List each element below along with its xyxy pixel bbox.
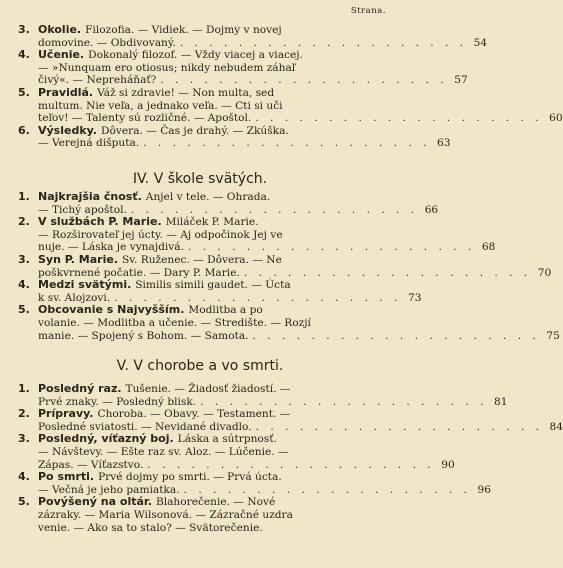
entry-title: V službách P. Marie. <box>38 215 162 229</box>
toc-entry <box>18 278 422 304</box>
toc-line <box>18 509 386 522</box>
toc-line <box>18 49 386 62</box>
toc-line <box>18 304 386 317</box>
page-number: 60 <box>549 112 563 125</box>
dot-leader: . . . . . . . . . . . . . . . . . . . . <box>183 483 471 496</box>
entry-title: Výsledky. <box>38 123 97 137</box>
entry-text: — »Nunquam ero otiosus; nikdy nebudem záhaľ <box>38 61 296 74</box>
toc-line <box>18 446 386 459</box>
entry-number: 3. <box>18 432 30 446</box>
entry-title: Syn P. Marie. <box>38 252 119 266</box>
toc-entry <box>18 252 552 279</box>
entry-title: Prípravy. <box>38 407 94 421</box>
entry-number: 1. <box>18 190 30 203</box>
entry-text: Blahorečenie. — Nové <box>155 496 276 509</box>
toc-entry <box>18 382 508 408</box>
toc-line <box>18 317 386 330</box>
dot-leader: . . . . . . . . . . . . . . . . . . . . <box>255 420 543 433</box>
page-number: 75 <box>546 329 560 342</box>
toc-line <box>18 254 386 267</box>
entry-title: Medzi svätými. <box>38 278 132 292</box>
entry-title: Najkrajšia čnosť. <box>38 190 142 203</box>
toc-entry <box>18 407 563 433</box>
toc-line <box>18 471 386 484</box>
entry-text: Sv. Ruženec. — Dôvera. — Ne <box>122 253 282 266</box>
entry-text: Dôvera. — Čas je drahý. — Zkúška. <box>101 124 289 137</box>
toc-line <box>18 100 386 113</box>
toc-line <box>18 433 386 446</box>
section-heading-iv: IV. V škole svätých. <box>132 171 268 187</box>
entry-text: Posledné sviatosti. — Nevidané divadlo. <box>38 420 252 433</box>
toc-line <box>18 137 451 150</box>
entry-text: manie. — Spojený s Bohom. — Samota. <box>38 329 249 342</box>
entry-text: Similis simili gaudet. — Úcta <box>135 279 291 292</box>
dot-leader: . . . . . . . . . . . . . . . . . . . . <box>243 266 532 279</box>
toc-line <box>18 229 386 242</box>
toc-entry <box>18 190 439 216</box>
entry-number: 4. <box>18 470 30 484</box>
page-number: 57 <box>454 74 468 87</box>
entry-number: 2. <box>18 407 30 421</box>
toc-entry <box>18 215 496 254</box>
toc-entry <box>18 23 488 49</box>
entry-text: venie. — Ako sa to stalo? — Svätorečenie. <box>38 521 263 534</box>
entry-title: Učenie. <box>38 48 85 62</box>
dot-leader: . . . . . . . . . . . . . . . . . . . . <box>187 241 476 254</box>
page-number: 84 <box>549 420 563 433</box>
entry-number: 4. <box>18 48 30 62</box>
entry-text: Dokonalý filozof. — Vždy viacej a viacej. <box>88 49 303 62</box>
page-number: 66 <box>424 203 439 216</box>
toc-entry <box>18 303 560 342</box>
entry-number: 5. <box>18 85 30 99</box>
entry-text: volanie. — Modlitba a učenie. — Stredište. — Rozjí <box>38 316 311 329</box>
entry-text: Láska a sútrpnosť. <box>177 433 277 446</box>
entry-text: Choroba. — Obavy. — Testament. — <box>97 408 291 421</box>
entry-text: Tušenie. — Žiadosť žiadostí. — <box>125 383 291 395</box>
entry-text: nuje. — Láska je vynajdivá. <box>38 241 184 254</box>
toc-entry <box>18 470 491 496</box>
page-number: 70 <box>537 266 552 279</box>
entry-text: — Návštevy. — Ešte raz sv. Aloz. — Lúčenie. — <box>38 445 289 458</box>
entry-text: — Večná je jeho pamiatka. <box>38 483 180 496</box>
entry-title: Povýšený na oltár. <box>38 495 152 509</box>
page-number: 81 <box>494 395 508 408</box>
entry-text: čivý«. — Nepreháňať? <box>38 74 157 87</box>
entry-number: 5. <box>18 303 30 317</box>
entry-text: Prvé znaky. — Posledný blisk. <box>38 395 197 408</box>
entry-text: poškvrnené počatie. — Dary P. Marie. <box>38 266 240 279</box>
entry-number: 1. <box>18 382 30 395</box>
entry-text: — Verejná dišputa. <box>38 137 140 150</box>
toc-entry <box>18 85 563 125</box>
toc-line <box>18 62 386 75</box>
entry-title: Posledný, víťazný boj. <box>38 432 174 446</box>
entry-text: domovine. — Obdivovaný. <box>38 36 176 49</box>
entry-title: Obcovanie s Najvyšším. <box>38 303 185 317</box>
entry-text: zázraky. — Maria Wilsonová. — Zázračné uzdra <box>38 508 293 521</box>
toc-line <box>18 408 386 421</box>
toc-line <box>18 125 386 138</box>
entry-text: teľov! — Talenty sú rozličné. — Apoštol. <box>38 112 252 125</box>
entry-text: Prvé dojmy po smrti. — Prvá úcta. <box>98 471 282 484</box>
entry-number: 5. <box>18 495 30 509</box>
toc-section-v <box>18 382 563 534</box>
entry-number: 3. <box>18 252 30 266</box>
dot-leader: . . . . . . . . . . . . . . . . . . . . <box>143 137 431 150</box>
entry-text: Anjel v tele. — Ohrada. <box>145 191 271 203</box>
page-number: 90 <box>441 458 455 471</box>
dot-leader: . . . . . . . . . . . . . . . . . . . . <box>252 329 540 342</box>
toc-line <box>18 24 386 37</box>
entry-title: Po smrti. <box>38 470 95 484</box>
toc-entry <box>18 432 455 471</box>
page-column-header: Strana. <box>350 6 386 16</box>
toc-line <box>18 191 386 204</box>
page-number: 63 <box>437 137 451 150</box>
dot-leader: . . . . . . . . . . . . . . . . . . . . <box>147 458 435 471</box>
entry-text: Zápas. — Víťazstvo. <box>38 458 144 471</box>
toc-line <box>18 112 563 125</box>
toc-section-top <box>18 23 563 150</box>
entry-number: 3. <box>18 23 30 36</box>
entry-text: k sv. Alojzovi. <box>38 291 111 304</box>
toc-entry <box>18 123 451 150</box>
page-number: 54 <box>473 36 488 49</box>
entry-text: Modlitba a po <box>188 304 263 317</box>
toc-line <box>18 279 386 292</box>
toc-line <box>18 87 386 100</box>
page-number: 96 <box>477 483 491 496</box>
entry-number: 2. <box>18 215 30 229</box>
entry-title: Pravidlá. <box>38 85 94 99</box>
entry-number: 4. <box>18 278 30 292</box>
toc-line <box>18 216 386 229</box>
dot-leader: . . . . . . . . . . . . . . . . . . . . <box>179 36 468 49</box>
page-number: 68 <box>481 241 496 254</box>
toc-line <box>18 496 386 509</box>
entry-text: — Rozširovateľ jej úcty. — Aj odpočinok Jej ve <box>38 228 283 241</box>
entry-text: — Tichý apoštol. <box>38 203 127 216</box>
dot-leader: . . . . . . . . . . . . . . . . . . . . <box>130 203 419 216</box>
toc-entry <box>18 496 386 534</box>
toc-line <box>18 522 386 535</box>
dot-leader: . . . . . . . . . . . . . . . . . . . . <box>114 291 402 304</box>
entry-title: Posledný raz. <box>38 382 122 395</box>
entry-title: Okolie. <box>38 23 82 36</box>
entry-text: Filozofia. — Vidiek. — Dojmy v novej <box>85 24 282 36</box>
toc-entry <box>18 48 468 87</box>
dot-leader: . . . . . . . . . . . . . . . . . . . . <box>160 74 448 87</box>
dot-leader: . . . . . . . . . . . . . . . . . . . . <box>255 112 543 125</box>
entry-number: 6. <box>18 123 30 137</box>
toc-line <box>18 383 386 396</box>
entry-text: multum. Nie veľa, a jednako veľa. — Cti si uči <box>38 99 283 112</box>
section-heading-v: V. V chorobe a vo smrti. <box>116 358 284 374</box>
toc-line <box>18 329 560 343</box>
toc-section-iv <box>18 190 560 342</box>
page-number: 73 <box>407 291 422 304</box>
dot-leader: . . . . . . . . . . . . . . . . . . . . <box>200 395 488 408</box>
entry-text: Váž si zdravie! — Non multa, sed <box>97 86 275 99</box>
entry-text: Miláček P. Marie. <box>165 216 259 229</box>
